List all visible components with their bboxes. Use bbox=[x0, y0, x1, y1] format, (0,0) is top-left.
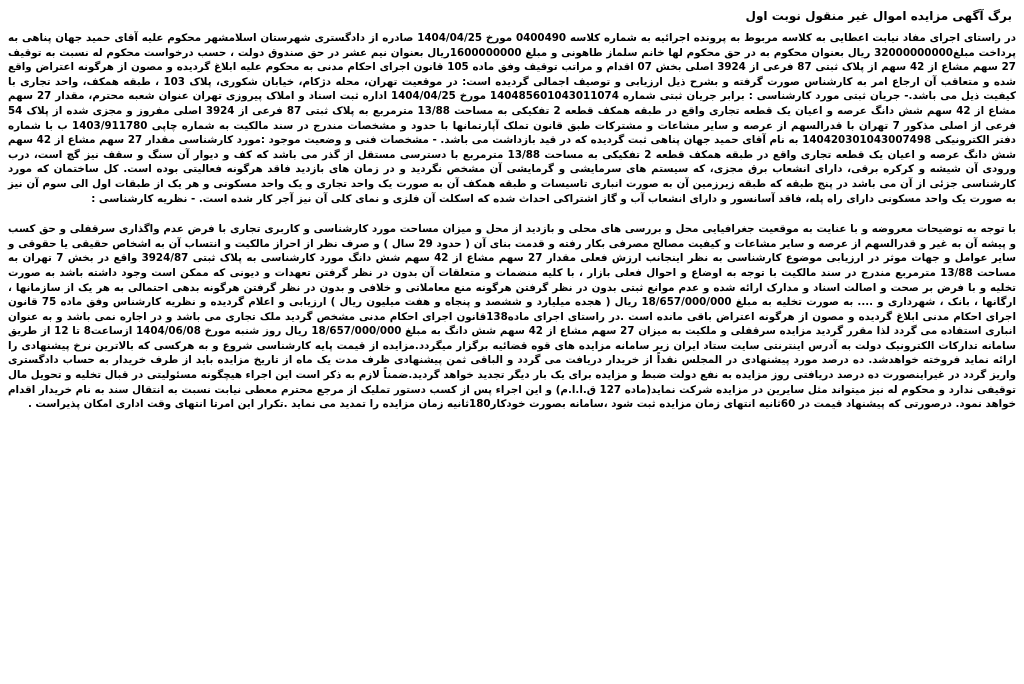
notice-paragraph-expert-opinion-and-auction-terms: با توجه به توضیحات معروضه و با عنایت به موقعیت جغرافیایی محل و بررسی های محلی و بازدید از محل و میزان مساحت مورد کارشناسی و کاربری تجاری با فرض عدم واگذاری سرقفلی و حق کسب و پیشه آن به غیر و قدرالسهم از عرصه و سایر مشاعات و کیفیت مصالح مصرفی بکار رفته و قدمت بنای آن ( حدود 29 سال ) و صرف نظر از احراز مالکیت و انتساب آن به اشخاص حقیقی یا حقوقی و سایر عوامل و جهات موثر در ارزیابی موضوع کارشناسی به نظر اینجانب ارزش فعلی مقدار 27 سهم مشاع از 42 سهم شش دانگ مورد کارشناسی به پلاک ثبتی 3924/87 واقع در بخش 7 تهران به مساحت 13/88 مترمربع مندرج در سند مالکیت با توجه به اوضاع و احوال فعلی بازار ، با کلیه منضمات و متعلقات آن بدون در نظر گرفتن تعهدات و دیونی که ممکن است وجود داشته باشد به صورت تخلیه و با فرض بر صحت و اصالت اسناد و مدارک ارائه شده و عدم موانع ثبتی بدون در نظر گرفتن هرگونه منع معاملاتی و خلافی و بدون در نظر گرفتن هرگونه بدهی احتمالی به هر یک از سازمانها ، ارگانها ، بانک ، شهرداری و .... به صورت تخلیه به مبلغ 18/657/000/000 ریال ( هجده میلیارد و ششصد و پنجاه و هفت میلیون ریال ) ارزیابی و اعلام گردیده و نظریه کارشناس وفق ماده 75 قانون اجرای احکام مدنی ابلاغ گردیده و مصون از هرگونه اعتراض باقی مانده است .در راستای اجرای ماده138قانون اجرای احکام مدنی مشخص گردید ملک تجاری می باشد و در اجاره نمی باشد و به عنوان انباری استفاده می گردد لذا مقرر گردید مزایده سرقفلی و ملکیت به میزان 27 سهم مشاع از 42 سهم شش دانگ به مبلغ 18/657/000/000 ریال روز شنبه مورخ 1404/06/08 ازساعت8 تا 12 از طریق سامانه تدارکات الکترونیک دولت به آدرس اینترنتی سایت ستاد ایران زیر سامانه مزایده های قوه قضائیه برگزار میگردد.مزایده از قیمت پایه کارشناسی شروع و به هرکسی که بالاترین نرخ پیشنهادی را ارائه نماید فروخته خواهدشد. ده درصد مورد پیشنهادی در المجلس نقداً از خریدار دریافت می گردد و الباقی ثمن پیشنهادی ظرف مدت یک ماه از تاریخ مزایده باید از طرف خریدار به حساب دادگستری واریز گردد در غیراینصورت ده درصد دریافتی روز مزایده به نفع دولت ضبط و مزایده برای یک بار دیگر تجدید خواهد گردید.ضمناً لازم به ذکر است این اجراء هیچگونه مسئولیتی در قبال تخلیه و تحویل مال توقیفی ندارد و محکوم له نیز میتواند مثل سایرین در مزایده شرکت نماید(ماده 127 ق.ا.ا.م) و این اجراء پس از کسب دستور تملیک از مرجع محترم معطی نیابت نسبت به انتقال سند به نام خریدار اقدام خواهد نمود. درصورتی که پیشنهاد قیمت در 60ثانیه انتهای زمان مزایده ثبت شود ،سامانه بصورت خودکار180ثانیه زمان مزایده را تمدید می نماید .تکرار این امرتا انتهای وقت اداری امکان پذیراست . bbox=[8, 223, 1016, 411]
notice-title: برگ آگهی مزایده اموال غیر منقول نوبت اول bbox=[745, 9, 1012, 23]
notice-paragraph-enforcement-details: در راستای اجرای مفاد نیابت اعطایی به کلاسه مربوط به پرونده اجرائیه به شماره کلاسه 0400490 مورخ 1404/04/25 صادره از دادگستری شهرستان اسلامشهر محکوم علیه آقای حمید جهان پناهی به پرداخت مبلغ32000000000 ریال بعنوان محکوم به در حق محکوم لها خانم سلماز طاهونی و مبلغ 1600000000ریال بعنوان نیم عشر در حق صندوق دولت ، حسب درخواست محکوم له نسبت به توقیف 27 سهم مشاع از 42 سهم از پلاک ثبتی 87 فرعی از 3924 اصلی بخش 07 اقدام و مراتب توقیف وفق ماده 105 قانون اجرای احکام مدنی به محکوم علیه ابلاغ گردیده و مصون از هرگونه اعتراض واقع شده و متعاقب آن ارجاع امر به کارشناس صورت گرفته و بشرح ذیل ارزیابی و توصیف اجمالی گردیده است: در موقعیت تهران، محله دژکام، خیابان شکوری، پلاک 103 ، طبقه همکف، واحد تجاری با کیفیت ذیل می باشد.- جریان ثبتی مورد کارشناسی : برابر جریان ثبتی شماره 140485601043011074 مورخ 1404/04/25 اداره ثبت اسناد و املاک پیروزی تهران عنوان شعبه محترم، مقدار 27 سهم مشاع از 42 سهم شش دانگ عرصه و اعیان یک قطعه تجاری واقع در طبقه همکف قطعه 2 تفکیکی به مساحت 13/88 مترمربع به پلاک ثبتی 87 فرعی از 3924 اصلی مفروز و مجزی شده از پلاک 54 فرعی از اصلی مذکور 7 تهران با قدرالسهم از عرصه و سایر مشاعات و مشترکات طبق قانون تملک آپارتمانها با حدود و مشخصات مندرج در سند مالکیت به شماره چاپی 1403/911780 ب با شماره دفتر الکترونیکی 140420301043007498 به نام آقای حمید جهان پناهی ثبت گردیده که در قید بازداشت می باشد. - مشخصات فنی و وضعیت موجود :مورد کارشناسی مقدار 27 سهم مشاع از 42 سهم شش دانگ عرصه و اعیان یک قطعه تجاری واقع در طبقه همکف قطعه 2 تفکیکی به مساحت 13/88 مترمربع با دسترسی مستقل از گذر می باشد که کف و دیوار آن سنگ و سقف نیز گچ است، درب ورودی آن شیشه و کرکره برقی، دارای انشعاب برق مجزی، که سیستم های سرمایشی و گرمایشی آن مشخص نگردید و در زمان های بازدید فاقد هرگونه فعالیتی بوده است. کل ساختمان که مورد کارشناسی جزئی از آن می باشد در پنج طبقه که طبقه زیرزمین آن به صورت انباری تاسیسات و طبقه همکف آن به صورت یک واحد تجاری و یک واحد مسکونی و هر یک از طبقات اول الی سوم آن نیز به صورت یک واحد مسکونی دارای راه پله، فاقد آسانسور و دارای انشعاب آب و گاز اشتراکی احداث شده که اسکلت آن فلزی و نمای کلی آن نیز آجر کار شده است. - نظریه کارشناسی : bbox=[8, 32, 1017, 205]
